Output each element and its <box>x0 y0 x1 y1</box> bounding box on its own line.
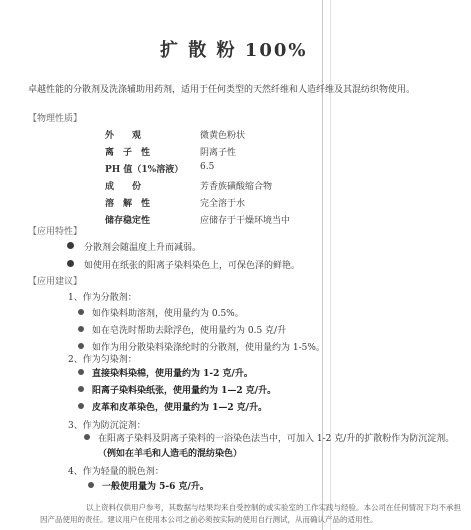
prop-label-solubility: 溶 解 性 <box>105 199 151 209</box>
section-heading-suggestions: 【应用建议】 <box>28 277 83 287</box>
prop-value-storage: 应储存于干燥环境当中 <box>200 216 291 226</box>
prop-value-appearance: 微黄色粉状 <box>200 131 246 141</box>
bullet-icon <box>84 434 90 440</box>
suggestion-item: 如作为用分散染料染涤纶时的分散剂，使用量约为 1-5%。 <box>92 343 325 353</box>
group-title-dispersant: 1、作为分散剂： <box>68 293 137 303</box>
prop-label-ph: PH 值（1%溶液） <box>105 165 184 175</box>
group-title-decolorizer: 4、作为轻量的脱色剂： <box>68 467 164 477</box>
prop-value-solubility: 完全溶于水 <box>200 199 246 209</box>
suggestion-item: 阳离子染料染纸张，使用量约为 1—2 克/升。 <box>92 386 277 396</box>
disclaimer-line-1: 以上资料仅供用户参考，其数据与结果均来自受控制的或实验室的工作实践与经验。本公司在任何情况下均不承担 <box>86 503 461 512</box>
bullet-icon <box>78 343 84 349</box>
bullet-icon <box>78 326 84 332</box>
bullet-icon <box>88 482 94 488</box>
group-title-anti-settling: 3、作为防沉淀剂： <box>68 421 146 431</box>
section-heading-features: 【应用特性】 <box>28 227 83 237</box>
suggestion-item: 一般使用量为 5-6 克/升。 <box>102 482 209 492</box>
prop-value-ph: 6.5 <box>200 162 215 172</box>
bullet-icon <box>78 386 84 392</box>
feature-item: 如使用在纸张的阳离子染料染色上，可保色泽的鲜艳。 <box>84 261 301 271</box>
scan-fold-line <box>322 0 323 530</box>
suggestion-item: 皮革和皮革染色，使用量约为 1—2 克/升。 <box>92 403 268 413</box>
bullet-icon <box>67 242 74 249</box>
prop-label-ionicity: 离 子 性 <box>105 148 151 158</box>
prop-value-ionicity: 阴离子性 <box>200 148 237 158</box>
intro-text: 卓越性能的分散剂及洗涤辅助用药剂，适用于任何类型的天然纤维和人造纤维及其混纺织物使用。 <box>28 85 416 95</box>
suggestion-item: 在阳离子染料及阴离子染料的一浴染色法当中，可加入 1-2 克/升的扩散粉作为防沉淀剂。 <box>98 434 455 444</box>
disclaimer-line-2: 因产品使用的责任。建议用户在使用本公司之前必须按实际的使用自行测试，从而确认产品的适用性。 <box>40 515 378 524</box>
bullet-icon <box>78 309 84 315</box>
prop-value-composition: 芳香族磺酸缩合物 <box>200 182 273 192</box>
bullet-icon <box>78 403 84 409</box>
prop-label-appearance: 外 观 <box>105 131 142 141</box>
suggestion-item: 如在皂洗时帮助去除浮色，使用量约为 0.5 克/升 <box>92 326 287 336</box>
bullet-icon <box>67 260 74 267</box>
suggestion-note: （例如在羊毛和人造毛的混纺染色） <box>98 449 243 459</box>
page-title: 扩 散 粉 100% <box>160 40 308 61</box>
suggestion-item: 直接染料染棉，使用量约为 1-2 克/升。 <box>92 369 253 379</box>
scan-fold-shadow <box>330 0 331 530</box>
prop-label-storage: 储存稳定性 <box>105 216 151 226</box>
suggestion-item: 如作染料助溶剂，使用量约为 0.5%。 <box>92 309 244 319</box>
feature-item: 分散剂会随温度上升而减弱。 <box>84 243 202 253</box>
prop-label-composition: 成 份 <box>105 182 142 192</box>
group-title-leveling: 2、作为匀染剂： <box>68 355 137 365</box>
section-heading-physical: 【物理性质】 <box>28 114 83 124</box>
bullet-icon <box>78 369 84 375</box>
